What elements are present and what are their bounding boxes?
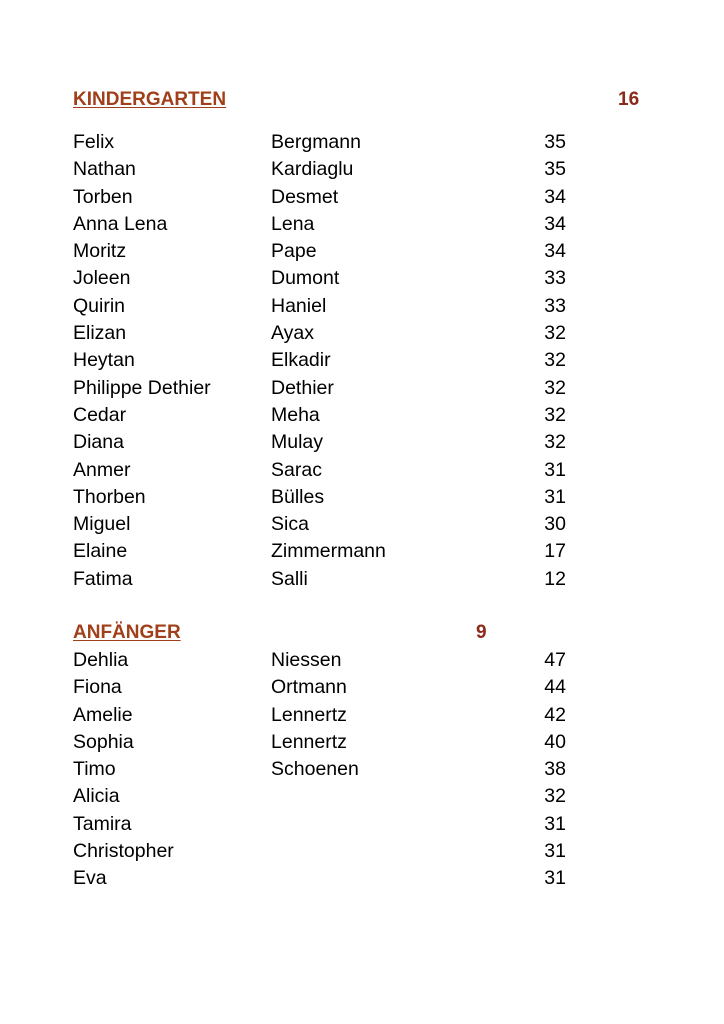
list-item: [0, 320, 724, 347]
first-name: Quirin: [73, 294, 126, 317]
section-title: KINDERGARTEN: [73, 89, 227, 110]
last-name: Zimmermann: [271, 540, 386, 563]
list-item: [0, 184, 724, 211]
list-item: [0, 729, 724, 756]
score: 38: [544, 758, 566, 781]
score: 33: [544, 267, 566, 290]
score: 31: [544, 458, 566, 481]
last-name: Haniel: [271, 294, 327, 317]
score: 32: [544, 349, 566, 372]
last-name: Salli: [271, 567, 308, 590]
last-name: Bergmann: [271, 131, 361, 153]
first-name: Fatima: [73, 567, 133, 590]
first-name: Christopher: [73, 840, 174, 863]
first-name: Anna Lena: [73, 212, 168, 235]
section-header-kindergarten: [0, 89, 724, 113]
list-item: [0, 429, 724, 456]
score: 34: [544, 185, 566, 208]
last-name: Elkadir: [271, 349, 331, 372]
first-name: Thorben: [73, 485, 146, 508]
last-name: Bülles: [271, 485, 325, 508]
first-name: Sophia: [73, 730, 134, 753]
list-item: [0, 811, 724, 838]
score: 32: [544, 322, 566, 345]
score: 32: [544, 785, 566, 808]
score: 40: [544, 730, 566, 753]
list-item: [0, 265, 724, 292]
score: 31: [544, 485, 566, 508]
score: 30: [544, 513, 566, 536]
last-name: Ortmann: [271, 676, 347, 699]
list-item: [0, 457, 724, 484]
results-list-kindergarten: [0, 129, 724, 593]
first-name: Dehlia: [73, 649, 129, 671]
last-name: Desmet: [271, 185, 339, 208]
list-item: [0, 647, 724, 674]
first-name: Miguel: [73, 513, 131, 536]
first-name: Alicia: [73, 785, 120, 808]
first-name: Tamira: [73, 812, 132, 835]
last-name: Pape: [271, 240, 317, 263]
list-item: [0, 865, 724, 892]
score: 31: [544, 867, 566, 890]
score: 47: [544, 649, 566, 671]
score: 32: [544, 403, 566, 426]
list-item: [0, 566, 724, 593]
list-item: [0, 156, 724, 183]
score: 33: [544, 294, 566, 317]
first-name: Diana: [73, 431, 124, 454]
list-item: [0, 511, 724, 538]
list-item: [0, 293, 724, 320]
list-item: [0, 211, 724, 238]
first-name: Eva: [73, 867, 107, 890]
first-name: Anmer: [73, 458, 131, 481]
last-name: Mulay: [271, 431, 324, 454]
last-name: Lena: [271, 212, 315, 235]
list-item: [0, 375, 724, 402]
last-name: Kardiaglu: [271, 158, 354, 181]
first-name: Elizan: [73, 322, 127, 345]
list-item: [0, 702, 724, 729]
list-item: [0, 238, 724, 265]
score: 44: [544, 676, 566, 699]
score: 35: [544, 131, 566, 153]
last-name: Dethier: [271, 376, 334, 399]
section-count: 16: [618, 89, 640, 110]
section-title: ANFÄNGER: [73, 622, 181, 643]
section-header-anfaenger: [0, 622, 724, 646]
last-name: Dumont: [271, 267, 340, 290]
last-name: Lennertz: [271, 730, 347, 753]
last-name: Ayax: [271, 322, 314, 345]
results-list-anfaenger: [0, 647, 724, 893]
first-name: Elaine: [73, 540, 128, 563]
score: 31: [544, 840, 566, 863]
score: 42: [544, 703, 566, 726]
first-name: Nathan: [73, 158, 136, 181]
list-item: [0, 347, 724, 374]
score: 32: [544, 376, 566, 399]
list-item: [0, 838, 724, 865]
first-name: Philippe Dethier: [73, 376, 211, 399]
list-item: [0, 674, 724, 701]
first-name: Timo: [73, 758, 116, 781]
section-count: 9: [476, 622, 487, 643]
last-name: Niessen: [271, 649, 342, 671]
score: 17: [544, 540, 566, 563]
list-item: [0, 402, 724, 429]
list-item: [0, 783, 724, 810]
last-name: Schoenen: [271, 758, 359, 781]
list-item: [0, 756, 724, 783]
score: 31: [544, 812, 566, 835]
last-name: Sica: [271, 513, 309, 536]
last-name: Meha: [271, 403, 320, 426]
first-name: Cedar: [73, 403, 127, 426]
list-item: [0, 484, 724, 511]
first-name: Fiona: [73, 676, 122, 699]
score: 32: [544, 431, 566, 454]
first-name: Amelie: [73, 703, 133, 726]
first-name: Joleen: [73, 267, 131, 290]
first-name: Heytan: [73, 349, 135, 372]
first-name: Felix: [73, 131, 115, 153]
list-item: [0, 129, 724, 156]
last-name: Sarac: [271, 458, 322, 481]
list-item: [0, 538, 724, 565]
score: 34: [544, 212, 566, 235]
score: 34: [544, 240, 566, 263]
last-name: Lennertz: [271, 703, 347, 726]
score: 35: [544, 158, 566, 181]
first-name: Moritz: [73, 240, 127, 263]
score: 12: [544, 567, 566, 590]
first-name: Torben: [73, 185, 133, 208]
